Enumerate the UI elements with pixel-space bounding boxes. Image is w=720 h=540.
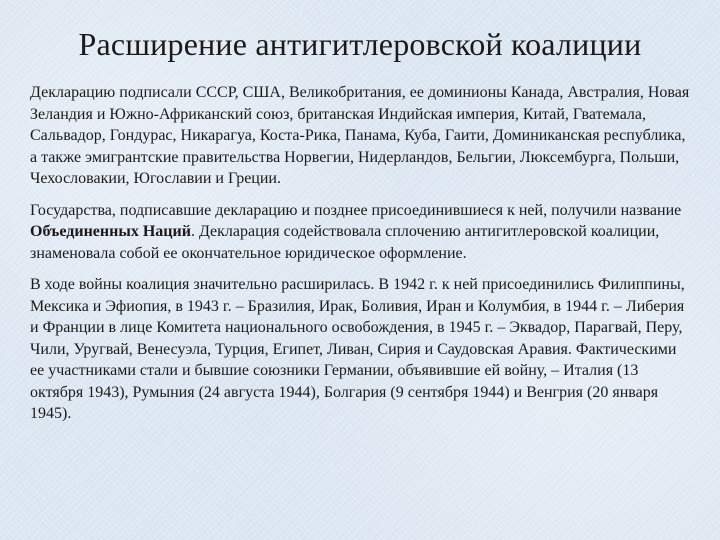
paragraph-united-nations-text-start: Государства, подписавшие декларацию и позднее присоединившиеся к ней, получили название (30, 201, 682, 219)
united-nations-term: Объединенных Наций (30, 223, 191, 240)
paragraph-united-nations (30, 200, 690, 265)
paragraph-signatories: Декларацию подписали СССР, США, Великобритания, ее доминионы Канада, Австралия, Новая Зеландия и Южно-Африканский союз, британская Индийская империя, Китай, Гватемала, Сальвадор, Гондурас, Никарагуа, Коста-Рика, Панама, Куба, Гаити, Доминиканская республика, а также эмигрантские правительства Норвегии, Нидерландов, Бельгии, Люксембурга, Польши, Чехословакии, Югославии и Греции. (30, 84, 690, 187)
paragraph-coalition-expansion: В ходе войны коалиция значительно расширилась. В 1942 г. к ней присоединились Филиппины, Мексика и Эфиопия, в 1943 г. – Бразилия, Ирак, Боливия, Иран и Колумбия, в 1944 г. – Либерия и Франции в лице Комитета национального освобождения, в 1945 г. – Эквадор, Парагвай, Перу, Чили, Уругвай, Венесуэла, Турция, Египет, Ливан, Сирия и Саудовская Аравия. Фактическими ее участниками стали и бывшие союзники Германии, объявившие ей войну, – Италия (13 октября 1943), Румыния (24 августа 1944), Болгария (9 сентября 1944) и Венгрия (20 января 1945). (30, 276, 685, 422)
slide-body (30, 82, 690, 435)
paragraph-united-nations-text-end: . Декларация содействовала сплочению антигитлеровской коалиции, знаменовала собой ее окончательное юридическое оформление. (30, 223, 660, 262)
slide-title: Расширение антигитлеровской коалиции (78, 26, 642, 62)
